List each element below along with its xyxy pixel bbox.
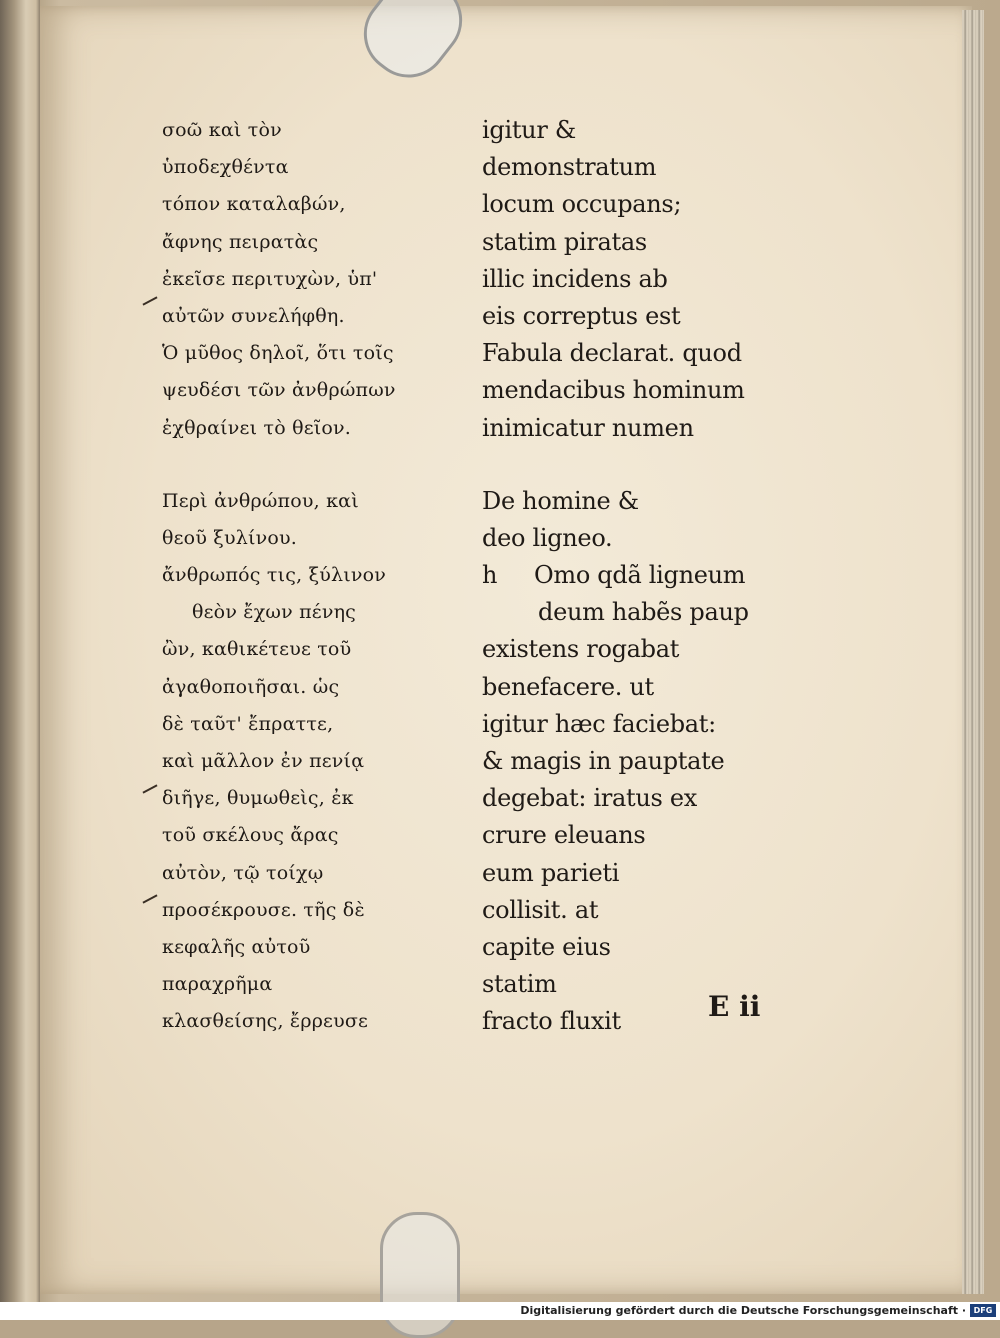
latin-line: crure eleuans: [482, 821, 646, 850]
greek-line: δὲ ταῦτ' ἔπραττε,: [162, 712, 334, 735]
latin-line-with-initial: [482, 557, 802, 594]
left-page-edge: [0, 0, 40, 1302]
latin-line: statim: [482, 970, 557, 999]
greek-line: ψευδέσι τῶν ἀνθρώπων: [162, 379, 396, 402]
greek-line: αὐτὸν, τῷ τοίχῳ: [162, 861, 324, 884]
latin-text-column: [482, 112, 802, 1041]
latin-line: existens rogabat: [482, 635, 680, 664]
latin-line: eis correptus est: [482, 301, 681, 330]
dfg-logo: DFG: [970, 1304, 996, 1317]
paragraph-gap: [482, 447, 802, 483]
latin-line: collisit. at: [482, 895, 599, 924]
greek-line: ἄνθρωπός τις, ξύλινον: [162, 564, 387, 587]
greek-line: θεὸν ἔχων πένης: [192, 601, 357, 624]
greek-line: ἐχθραίνει τὸ θεῖον.: [162, 416, 352, 439]
latin-line: & magis in pauptate: [482, 747, 725, 775]
latin-line: statim piratas: [482, 227, 647, 256]
greek-line: ἀγαθοποιῆσαι. ὡς: [162, 675, 340, 698]
latin-line: locum occupans;: [482, 190, 682, 219]
greek-heading-line: θεοῦ ξυλίνου.: [162, 526, 297, 549]
latin-line: igitur hæc faciebat:: [482, 709, 716, 738]
greek-heading-line: Περὶ ἀνθρώπου, καὶ: [162, 489, 359, 512]
greek-line: τοῦ σκέλους ἄρας: [162, 824, 339, 847]
greek-line: ὢν, καθικέτευε τοῦ: [162, 638, 352, 661]
latin-line: benefacere. ut: [482, 672, 654, 701]
latin-line: mendacibus hominum: [482, 376, 745, 405]
paragraph-gap: [162, 447, 452, 483]
latin-line: igitur &: [482, 116, 576, 144]
signature-mark: E ii: [708, 990, 761, 1023]
greek-line: κεφαλῆς αὐτοῦ: [162, 935, 311, 958]
greek-line: ἄφνης πειρατὰς: [162, 230, 319, 253]
latin-line-text: Omo qdã ligneum: [534, 561, 746, 590]
greek-line: σοῶ καὶ τὸν: [162, 119, 282, 141]
latin-heading-line: De homine &: [482, 486, 639, 515]
latin-line: demonstratum: [482, 153, 657, 182]
greek-line: κλασθείσης, ἔρρευσε: [162, 1010, 369, 1033]
greek-text-column: [162, 112, 452, 1041]
page-edges: [962, 10, 984, 1294]
latin-line: degebat: iratus ex: [482, 784, 698, 813]
greek-line: τόπον καταλαβών,: [162, 193, 346, 216]
greek-line: διῆγε, θυμωθεὶς, ἐκ: [162, 787, 354, 810]
greek-line: Ὁ μῦθος δηλοῖ, ὅτι τοῖς: [162, 342, 394, 365]
greek-line: καὶ μᾶλλον ἐν πενίᾳ: [162, 750, 365, 772]
latin-line: illic incidens ab: [482, 264, 668, 293]
latin-line: inimicatur numen: [482, 413, 694, 442]
initial-letter: h: [482, 561, 498, 590]
greek-line: ἐκεῖσε περιτυχὼν, ὑπ': [162, 267, 378, 290]
latin-line: Fabula declarat. quod: [482, 339, 742, 368]
latin-line: fracto fluxit: [482, 1007, 621, 1036]
latin-line: eum parieti: [482, 858, 620, 887]
greek-line: ὑποδεχθέντα: [162, 156, 289, 179]
footer-credit: Digitalisierung gefördert durch die Deutsche Forschungsgemeinschaft ·: [520, 1304, 966, 1317]
greek-line: προσέκρουσε. τῆς δὲ: [162, 898, 365, 921]
latin-heading-line: deo ligneo.: [482, 523, 613, 552]
greek-line: αὐτῶν συνελήφθη.: [162, 304, 345, 327]
latin-line: deum habẽs paup: [538, 598, 749, 627]
latin-line: capite eius: [482, 932, 611, 961]
greek-line: παραχρῆμα: [162, 973, 273, 996]
